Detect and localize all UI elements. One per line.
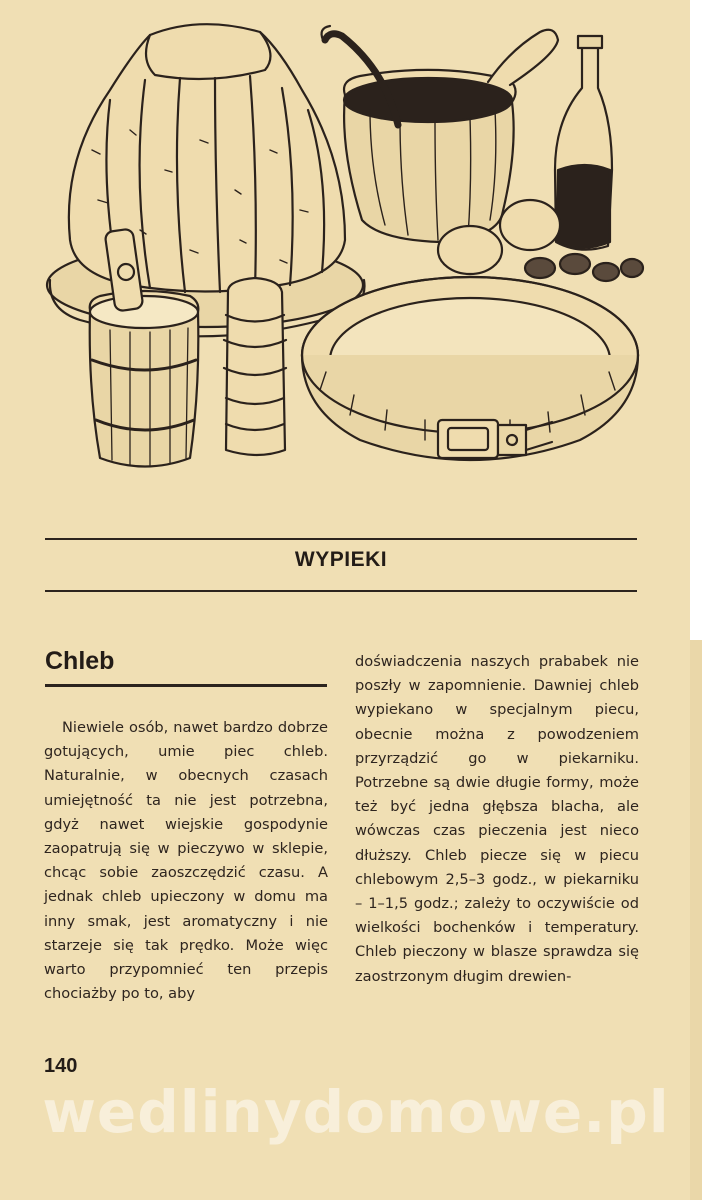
- header-rule-top: [45, 538, 637, 540]
- baking-illustration: [40, 10, 650, 500]
- section-title: WYPIEKI: [294, 548, 388, 571]
- page-edge-strip: [690, 640, 702, 1200]
- recipe-title: Chleb: [45, 647, 115, 675]
- header-rule-bottom: [45, 590, 637, 592]
- watermark-text: wedlinydomowe.pl: [42, 1078, 670, 1146]
- recipe-title-rule: [45, 684, 327, 687]
- page-number: 140: [44, 1055, 78, 1077]
- body-text-left-column: Niewiele osób, nawet bardzo dobrze gotujących, umie piec chleb. Naturalnie, w obecnych czasach umiejętność ta nie jest potrzebna, gdyż nawet wiejskie gospodynie zaopatrują się w pieczywo w sklepie, chcąc sobie zaoszczędzić czasu. A jednak chleb upieczony w domu ma inny smak, jest aromatyczny i nie starzeje się tak prędko. Może więc warto przypomnieć ten przepis chociażby po to, aby: [44, 719, 328, 1003]
- body-text-right-column: doświadczenia naszych prababek nie poszły w zapomnienie. Dawniej chleb wypiekano w specjalnym piecu, obecnie można z powodzeniem przyrządzić go w piekarniku. Potrzebne są dwie długie formy, może też być jedna głębsza blacha, ale wówczas czas pieczenia jest nieco dłuższy. Chleb piecze się w piecu chlebowym 2,5–3 godz., w piekarniku – 1–1,5 godz.; zależy to oczywiście od wielkości bochenków i temperatury. Chleb pieczony w blasze sprawdza się zaostrzonym długim drewien-: [355, 653, 639, 985]
